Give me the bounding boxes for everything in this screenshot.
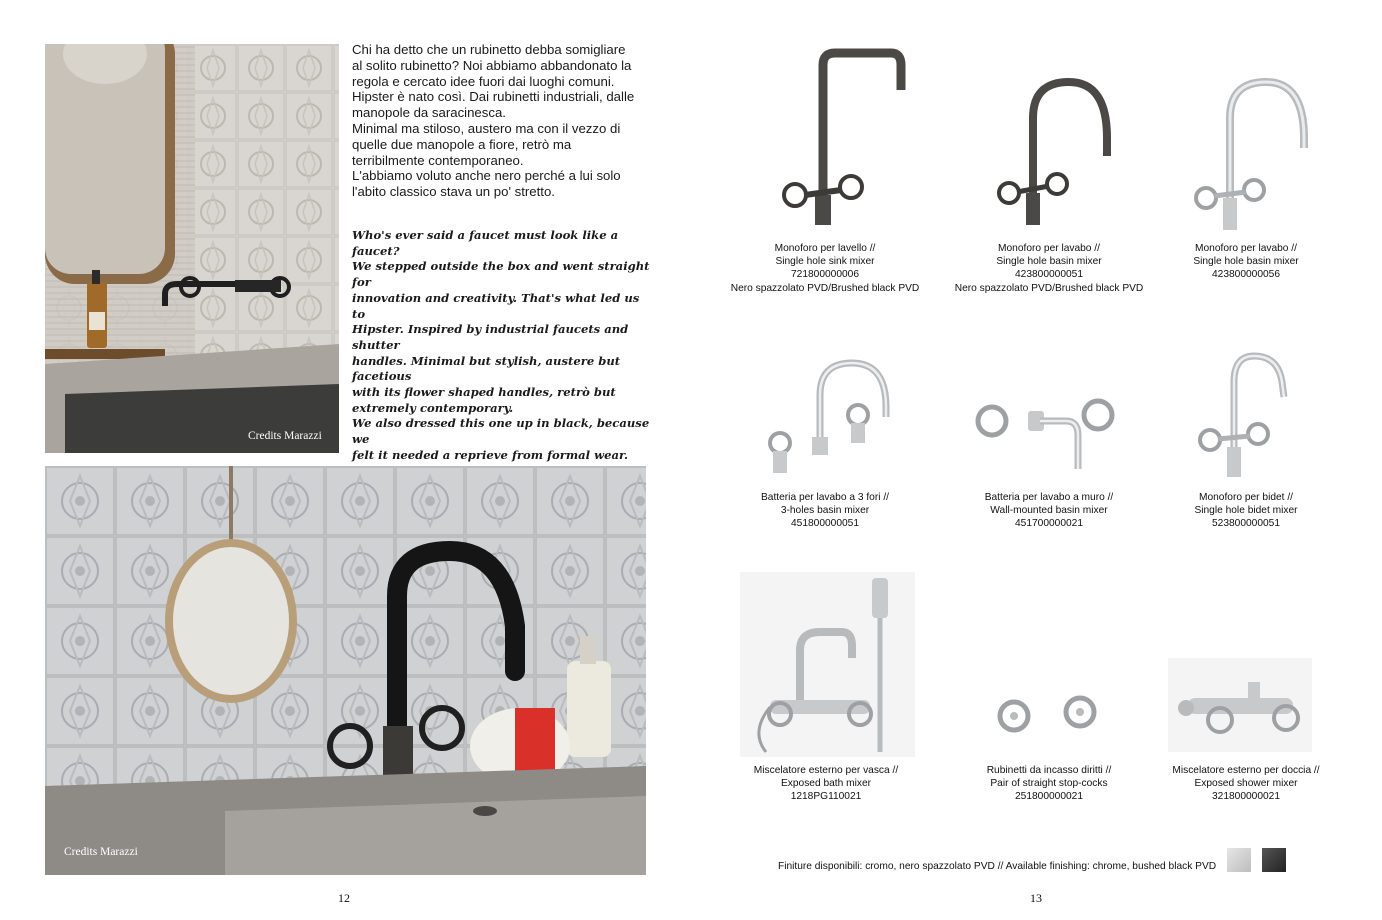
product-code: 1218PG110021 [790, 791, 862, 803]
text-line: Chi ha detto che un rubinetto debba somigliare [352, 42, 626, 57]
product-finish: Nero spazzolato PVD/Brushed black PVD [730, 282, 920, 294]
text-line: handles. Minimal but stylish, austere but facetious [352, 353, 621, 384]
text-line: extremely contemporary. [352, 400, 514, 415]
product-name-it: Miscelatore esterno per vasca // [753, 765, 899, 776]
product-code: 321800000021 [1212, 791, 1280, 803]
product-basin-mixer-chrome [1156, 242, 1336, 282]
page-number-left: 12 [338, 891, 350, 905]
text-line: We also dressed this one up in black, because we [352, 416, 650, 447]
product-name-en: Single hole sink mixer [775, 256, 875, 268]
available-finishings: Finiture disponibili: cromo, nero spazzolato PVD // Available finishing: chrome, bushed black PVD [778, 861, 1217, 872]
product-name-it: Monoforo per lavabo // [998, 243, 1100, 254]
product-name-it: Monoforo per lavello // [774, 243, 876, 254]
product-shower-mixer [1150, 764, 1342, 804]
product-name-it: Monoforo per lavabo // [1195, 243, 1297, 254]
product-three-hole-mixer [730, 491, 920, 531]
page-number-right: 13 [1030, 891, 1042, 905]
stop-cocks-image [990, 690, 1105, 740]
text-line: Hipster. Inspired by industrial faucets and shutter [352, 322, 629, 352]
product-name-en: Single hole basin mixer [1193, 256, 1299, 268]
chrome-swatch [1227, 848, 1251, 872]
product-code: 451700000021 [1015, 518, 1083, 530]
product-basin-mixer-dark [944, 242, 1154, 295]
product-bidet-mixer [1156, 491, 1336, 531]
product-name-en: Exposed bath mixer [780, 778, 872, 790]
sink-mixer-image [775, 45, 915, 230]
product-name-it: Rubinetti da incasso diritti // [986, 765, 1112, 776]
product-code: 451800000051 [791, 518, 859, 530]
product-name-it: Batteria per lavabo a muro // [984, 492, 1114, 503]
product-name-en: Single hole basin mixer [996, 256, 1102, 268]
product-code: 423800000051 [1015, 269, 1083, 281]
shower-mixer-image [1168, 658, 1312, 752]
product-name-en: 3-holes basin mixer [780, 505, 870, 517]
product-name-en: Wall-mounted basin mixer [990, 505, 1108, 517]
black-swatch [1262, 848, 1286, 872]
product-code: 423800000056 [1212, 269, 1280, 281]
basin-mixer-dark-image [995, 78, 1115, 228]
photo-credit: Credits Marazzi [64, 846, 138, 858]
text-line: Hipster è nato così. Dai rubinetti industriali, dalle [352, 89, 635, 105]
text-line: We stepped outside the box and went straight for [352, 259, 650, 290]
product-finish: Nero spazzolato PVD/Brushed black PVD [954, 282, 1144, 294]
product-name-en: Single hole bidet mixer [1194, 505, 1298, 517]
product-name-it: Miscelatore esterno per doccia // [1172, 765, 1320, 776]
product-bath-mixer [730, 764, 922, 804]
text-line: al solito rubinetto? Noi abbiamo abbandonato la [352, 57, 632, 73]
product-name-it: Monoforo per bidet // [1198, 492, 1293, 503]
product-sink-mixer [720, 242, 930, 295]
text-line: terribilmente contemporaneo. [352, 152, 524, 168]
product-stop-cocks [954, 764, 1144, 804]
text-line: regola e cercato idee fuori dai luoghi comuni. [352, 73, 615, 89]
product-code: 523800000051 [1212, 518, 1280, 530]
photo-credit: Credits Marazzi [248, 430, 322, 442]
wall-mixer-image [970, 395, 1120, 475]
italian-description [352, 42, 652, 200]
basin-mixer-chrome-image [1192, 78, 1312, 233]
three-hole-mixer-image [760, 355, 905, 480]
text-line: innovation and creativity. That's what led us to [352, 290, 640, 321]
product-wall-mixer [954, 491, 1144, 531]
product-code: 251800000021 [1015, 791, 1083, 803]
text-line: l'abito classico stava un po' stretto. [352, 184, 555, 200]
product-name-it: Batteria per lavabo a 3 fori // [761, 492, 889, 503]
text-line: felt it needed a reprieve from formal wear. [352, 447, 629, 462]
product-code: 721800000006 [791, 269, 859, 281]
bath-mixer-image [740, 572, 915, 757]
text-line: L'abbiamo voluto anche nero perché a lui solo [352, 168, 621, 184]
bidet-mixer-image [1198, 352, 1298, 482]
text-line: Who's ever said a faucet must look like a faucet? [352, 228, 619, 258]
text-line: quelle due manopole a fiore, retrò ma [352, 136, 572, 152]
text-line: with its flower shaped handles, retrò but [352, 385, 616, 400]
bathroom-photo-bottom [45, 466, 646, 875]
text-line: manopole da saracinesca. [352, 105, 506, 121]
english-description [352, 228, 652, 464]
product-name-en: Pair of straight stop-cocks [990, 778, 1108, 790]
text-line: Minimal ma stiloso, austero ma con il vezzo di [352, 120, 621, 136]
bathroom-photo-top [45, 44, 339, 453]
product-name-en: Exposed shower mixer [1194, 778, 1298, 790]
